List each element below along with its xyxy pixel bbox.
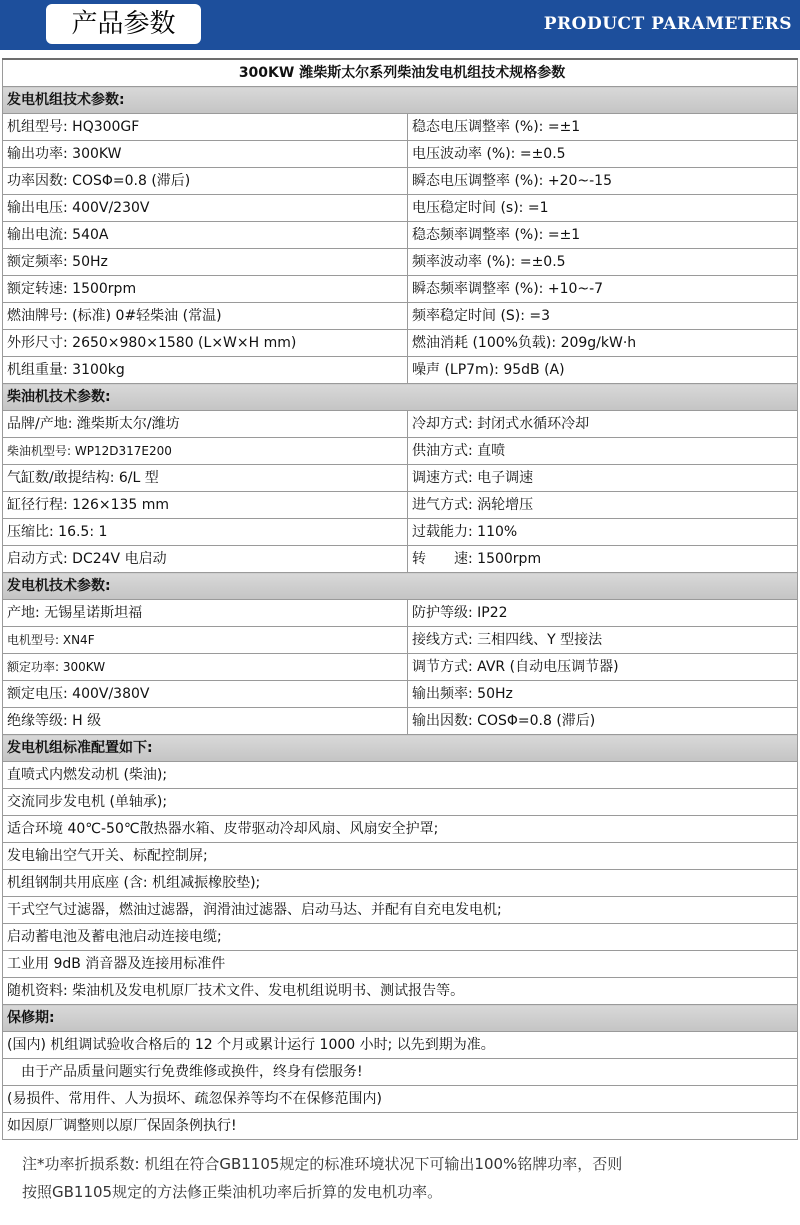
genset-spec-cell: 燃油牌号: (标准) 0#轻柴油 (常温) xyxy=(3,303,408,330)
warranty-item-row xyxy=(3,1113,798,1140)
engine-spec-cell: 品牌/产地: 潍柴斯太尔/潍坊 xyxy=(3,411,408,438)
genset-spec-cell: 频率稳定时间 (S): =3 xyxy=(408,303,798,330)
engine-spec-cell: 气缸数/敢提结构: 6/L 型 xyxy=(3,465,408,492)
warranty-item-cell: 由于产品质量问题实行免费维修或换件，终身有偿服务! xyxy=(3,1059,798,1086)
genset-spec-cell: 稳态频率调整率 (%): =±1 xyxy=(408,222,798,249)
genset-section-heading: 发电机组技术参数: xyxy=(3,87,798,114)
engine-spec-cell: 缸径行程: 126×135 mm xyxy=(3,492,408,519)
genset-spec-cell: 输出电压: 400V/230V xyxy=(3,195,408,222)
engine-spec-cell: 柴油机型号: WP12D317E200 xyxy=(3,438,408,465)
genset-spec-row xyxy=(3,276,798,303)
config-section-row xyxy=(3,735,798,762)
genset-spec-row xyxy=(3,249,798,276)
config-item-cell: 启动蓄电池及蓄电池启动连接电缆; xyxy=(3,924,798,951)
warranty-item-row xyxy=(3,1032,798,1059)
genset-spec-cell: 瞬态频率调整率 (%): +10~-7 xyxy=(408,276,798,303)
genset-spec-cell: 瞬态电压调整率 (%): +20~-15 xyxy=(408,168,798,195)
config-item-row xyxy=(3,843,798,870)
genset-spec-cell: 电压稳定时间 (s): =1 xyxy=(408,195,798,222)
warranty-item-cell: (易损件、常用件、人为损坏、疏忽保养等均不在保修范围内) xyxy=(3,1086,798,1113)
config-item-cell: 随机资料: 柴油机及发电机原厂技术文件、发电机组说明书、测试报告等。 xyxy=(3,978,798,1005)
engine-spec-row xyxy=(3,519,798,546)
warranty-item-cell: 如因原厂调整则以原厂保固条例执行! xyxy=(3,1113,798,1140)
config-item-row xyxy=(3,897,798,924)
config-item-row xyxy=(3,924,798,951)
alternator-section-heading: 发电机技术参数: xyxy=(3,573,798,600)
alternator-spec-row xyxy=(3,627,798,654)
genset-spec-cell: 机组重量: 3100kg xyxy=(3,357,408,384)
genset-section-row xyxy=(3,87,798,114)
config-item-row xyxy=(3,978,798,1005)
config-item-row xyxy=(3,816,798,843)
footnote-line: 按照GB1105规定的方法修正柴油机功率后折算的发电机功率。 xyxy=(22,1183,443,1201)
genset-spec-cell: 外形尺寸: 2650×980×1580 (L×W×H mm) xyxy=(3,330,408,357)
engine-spec-cell: 过载能力: 110% xyxy=(408,519,798,546)
warranty-section-row xyxy=(3,1005,798,1032)
alternator-spec-cell: 防护等级: IP22 xyxy=(408,600,798,627)
footnote-line: 注*功率折损系数: 机组在符合GB1105规定的标准环境状况下可输出100%铭牌功率，否则 xyxy=(22,1155,623,1173)
config-item-row xyxy=(3,762,798,789)
alternator-spec-cell: 调节方式: AVR (自动电压调节器) xyxy=(408,654,798,681)
genset-spec-cell: 额定频率: 50Hz xyxy=(3,249,408,276)
config-item-row xyxy=(3,789,798,816)
alternator-spec-row xyxy=(3,600,798,627)
genset-spec-cell: 频率波动率 (%): =±0.5 xyxy=(408,249,798,276)
config-item-row xyxy=(3,951,798,978)
table-title: 300KW 潍柴斯太尔系列柴油发电机组技术规格参数 xyxy=(3,59,798,87)
alternator-spec-cell: 接线方式: 三相四线、Y 型接法 xyxy=(408,627,798,654)
alternator-spec-cell: 电机型号: XN4F xyxy=(3,627,408,654)
alternator-section-row xyxy=(3,573,798,600)
engine-spec-cell: 冷却方式: 封闭式水循环冷却 xyxy=(408,411,798,438)
engine-spec-row xyxy=(3,438,798,465)
alternator-spec-cell: 输出因数: COSΦ=0.8 (滞后) xyxy=(408,708,798,735)
genset-spec-row xyxy=(3,195,798,222)
engine-section-heading: 柴油机技术参数: xyxy=(3,384,798,411)
table-title-row xyxy=(3,59,798,87)
engine-spec-cell: 启动方式: DC24V 电启动 xyxy=(3,546,408,573)
config-item-row xyxy=(3,870,798,897)
engine-spec-cell: 供油方式: 直喷 xyxy=(408,438,798,465)
genset-spec-cell: 稳态电压调整率 (%): =±1 xyxy=(408,114,798,141)
alternator-spec-cell: 额定功率: 300KW xyxy=(3,654,408,681)
config-item-cell: 发电输出空气开关、标配控制屏; xyxy=(3,843,798,870)
engine-spec-cell: 转 速: 1500rpm xyxy=(408,546,798,573)
engine-spec-row xyxy=(3,492,798,519)
alternator-spec-cell: 绝缘等级: H 级 xyxy=(3,708,408,735)
alternator-spec-row xyxy=(3,654,798,681)
config-item-cell: 工业用 9dB 消音器及连接用标准件 xyxy=(3,951,798,978)
warranty-section-heading: 保修期: xyxy=(3,1005,798,1032)
config-item-cell: 适合环境 40℃-50℃散热器水箱、皮带驱动冷却风扇、风扇安全护罩; xyxy=(3,816,798,843)
genset-spec-cell: 燃油消耗 (100%负载): 209g/kW·h xyxy=(408,330,798,357)
spec-table-body xyxy=(3,59,798,1140)
genset-spec-row xyxy=(3,303,798,330)
alternator-spec-row xyxy=(3,708,798,735)
genset-spec-row xyxy=(3,330,798,357)
warranty-item-cell: (国内) 机组调试验收合格后的 12 个月或累计运行 1000 小时; 以先到期为准。 xyxy=(3,1032,798,1059)
genset-spec-cell: 输出功率: 300KW xyxy=(3,141,408,168)
genset-spec-cell: 电压波动率 (%): =±0.5 xyxy=(408,141,798,168)
genset-spec-row xyxy=(3,168,798,195)
genset-spec-cell: 噪声 (LP7m): 95dB (A) xyxy=(408,357,798,384)
footnote xyxy=(22,1150,792,1206)
config-section-heading: 发电机组标准配置如下: xyxy=(3,735,798,762)
genset-spec-cell: 额定转速: 1500rpm xyxy=(3,276,408,303)
engine-spec-cell: 调速方式: 电子调速 xyxy=(408,465,798,492)
config-item-cell: 干式空气过滤器，燃油过滤器，润滑油过滤器、启动马达、并配有自充电发电机; xyxy=(3,897,798,924)
engine-spec-cell: 压缩比: 16.5: 1 xyxy=(3,519,408,546)
config-item-cell: 直喷式内燃发动机 (柴油); xyxy=(3,762,798,789)
engine-spec-cell: 进气方式: 涡轮增压 xyxy=(408,492,798,519)
page-title-english: PRODUCT PARAMETERS xyxy=(543,14,792,34)
spec-table xyxy=(2,58,798,1140)
genset-spec-cell: 功率因数: COSΦ=0.8 (滞后) xyxy=(3,168,408,195)
engine-spec-row xyxy=(3,546,798,573)
alternator-spec-cell: 额定电压: 400V/380V xyxy=(3,681,408,708)
alternator-spec-cell: 输出频率: 50Hz xyxy=(408,681,798,708)
alternator-spec-row xyxy=(3,681,798,708)
genset-spec-row xyxy=(3,357,798,384)
engine-spec-row xyxy=(3,411,798,438)
header-bar xyxy=(0,0,800,50)
genset-spec-row xyxy=(3,141,798,168)
genset-spec-cell: 输出电流: 540A xyxy=(3,222,408,249)
genset-spec-cell: 机组型号: HQ300GF xyxy=(3,114,408,141)
engine-spec-row xyxy=(3,465,798,492)
genset-spec-row xyxy=(3,114,798,141)
engine-section-row xyxy=(3,384,798,411)
config-item-cell: 交流同步发电机 (单轴承); xyxy=(3,789,798,816)
config-item-cell: 机组钢制共用底座 (含: 机组减振橡胶垫); xyxy=(3,870,798,897)
warranty-item-row xyxy=(3,1059,798,1086)
page-title: 产品参数 xyxy=(46,4,201,44)
genset-spec-row xyxy=(3,222,798,249)
alternator-spec-cell: 产地: 无锡星诺斯坦福 xyxy=(3,600,408,627)
warranty-item-row xyxy=(3,1086,798,1113)
